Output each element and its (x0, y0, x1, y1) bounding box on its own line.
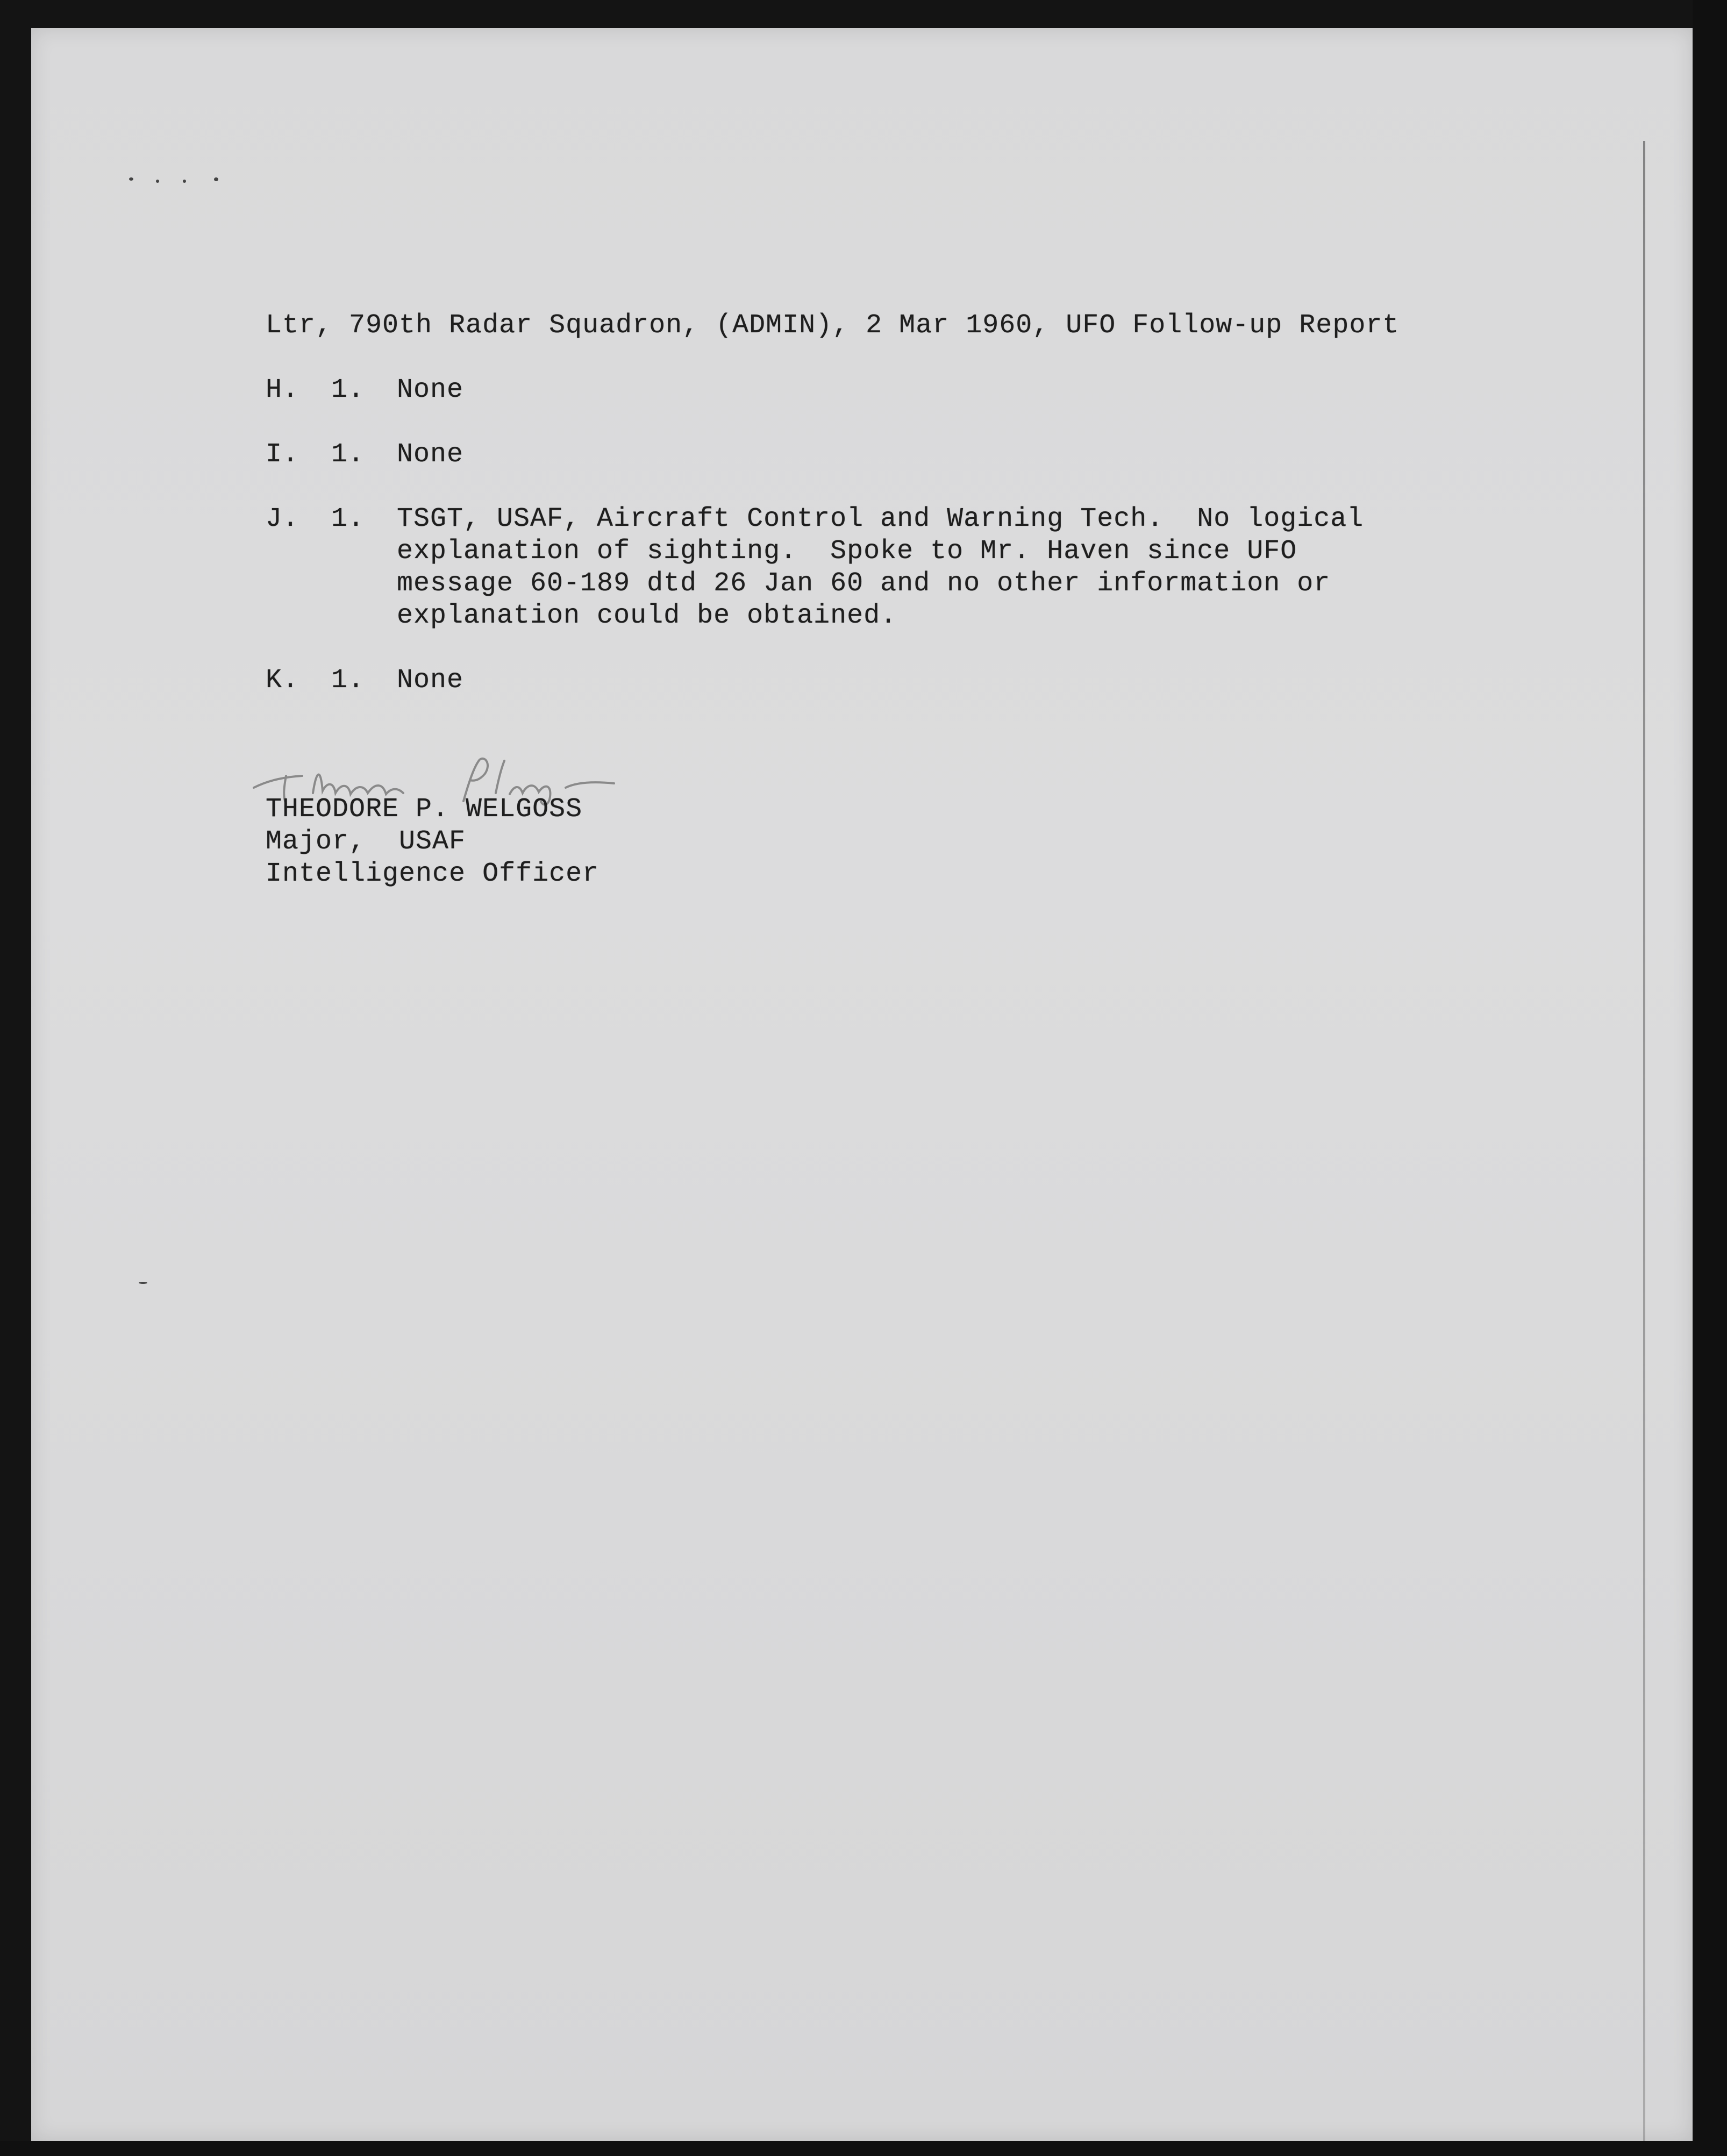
item-text: None (397, 439, 464, 470)
scan-speck (129, 177, 133, 181)
item-letter-j: J. (266, 504, 299, 534)
document-page (31, 28, 1693, 2141)
signatory-name: THEODORE P. WELGOSS (266, 794, 583, 825)
item-letter-i: I. (266, 439, 299, 470)
item-number: 1. (331, 375, 365, 405)
page-fold-line (1643, 141, 1645, 2152)
item-text: None (397, 665, 464, 696)
scanner-edge-bottom (0, 2141, 1727, 2156)
item-text-line: message 60-189 dtd 26 Jan 60 and no other information or (397, 568, 1331, 599)
scanner-edge-right (1693, 0, 1727, 2156)
item-text-line: explanation could be obtained. (397, 601, 897, 631)
item-text-line: TSGT, USAF, Aircraft Control and Warning Tech. No logical (397, 504, 1364, 534)
letter-reference-header: Ltr, 790th Radar Squadron, (ADMIN), 2 Mar 1960, UFO Follow-up Report (266, 310, 1400, 341)
scan-speck (156, 180, 159, 183)
item-letter-k: K. (266, 665, 299, 696)
signatory-rank: Major, USAF (266, 826, 466, 857)
item-number: 1. (331, 439, 365, 470)
scan-speck (139, 1282, 147, 1284)
item-number: 1. (331, 504, 365, 534)
scan-speck (183, 180, 186, 183)
signatory-title: Intelligence Officer (266, 859, 600, 889)
item-letter-h: H. (266, 375, 299, 405)
scan-speck (214, 177, 218, 181)
item-text-line: explanation of sighting. Spoke to Mr. Haven since UFO (397, 536, 1297, 567)
item-text: None (397, 375, 464, 405)
item-number: 1. (331, 665, 365, 696)
